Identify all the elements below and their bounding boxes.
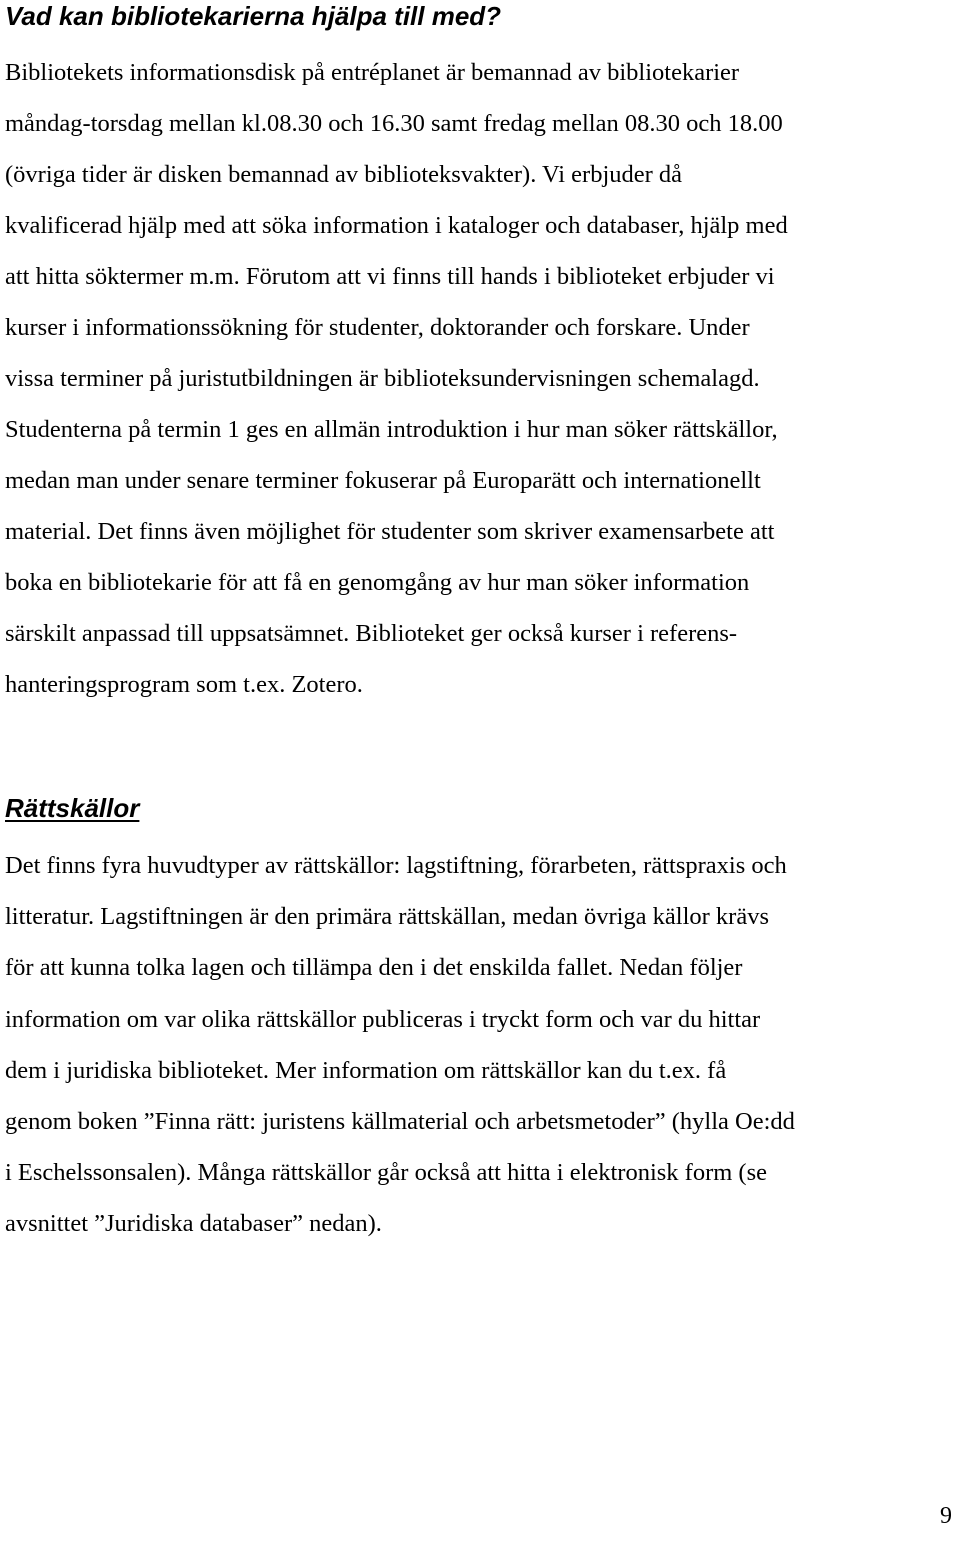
text-line: för att kunna tolka lagen och tillämpa den i det enskilda fallet. Nedan följer [5,954,743,982]
text-line: i Eschelssonsalen). Många rättskällor går också att hitta i elektronisk form (se [5,1159,768,1187]
text-line: Det finns fyra huvudtyper av rättskällor: lagstiftning, förarbeten, rättspraxis och [5,852,787,879]
text-line: hanteringsprogram som t.ex. Zotero. [5,671,363,698]
text-line: material. Det finns även möjlighet för studenter som skriver examensarbete att [5,518,775,545]
text-line: vissa terminer på juristutbildningen är biblioteksundervisningen schemalagd. [5,365,760,392]
text-line: litteratur. Lagstiftningen är den primära rättskällan, medan övriga källor krävs [5,903,769,931]
text-line: medan man under senare terminer fokuserar på Europarätt och internationellt [5,467,761,494]
text-line: avsnittet ”Juridiska databaser” nedan). [5,1210,382,1238]
text-line: att hitta söktermer m.m. Förutom att vi finns till hands i biblioteket erbjuder vi [5,263,775,290]
text-line: (övriga tider är disken bemannad av biblioteksvakter). Vi erbjuder då [5,161,683,188]
text-line: boka en bibliotekarie för att få en genomgång av hur man söker information [5,569,750,596]
section-heading-legal-sources: Rättskällor [5,793,140,823]
text-line: särskilt anpassad till uppsatsämnet. Biblioteket ger också kurser i referens- [5,620,738,647]
text-line: Studenterna på termin 1 ges en allmän introduktion i hur man söker rättskällor, [5,416,778,443]
text-line: kurser i informationssökning för studenter, doktorander och forskare. Under [5,314,750,341]
text-line: dem i juridiska biblioteket. Mer information om rättskällor kan du t.ex. få [5,1056,727,1084]
text-line: genom boken ”Finna rätt: juristens källmaterial och arbetsmetoder” (hylla Oe:dd [5,1108,795,1136]
paragraph-legal-sources [5,840,795,1250]
text-line: Bibliotekets informationsdisk på entréplanet är bemannad av bibliotekarier [5,59,740,86]
text-line: kvalificerad hjälp med att söka information i kataloger och databaser, hjälp med [5,212,788,239]
page-number: 9 [940,1503,952,1529]
text-line: information om var olika rättskällor publiceras i tryckt form och var du hittar [5,1005,761,1033]
section-heading-librarians: Vad kan bibliotekarierna hjälpa till med? [5,1,502,31]
paragraph-librarians [5,47,788,710]
text-line: måndag-torsdag mellan kl.08.30 och 16.30 samt fredag mellan 08.30 och 18.00 [5,110,783,137]
